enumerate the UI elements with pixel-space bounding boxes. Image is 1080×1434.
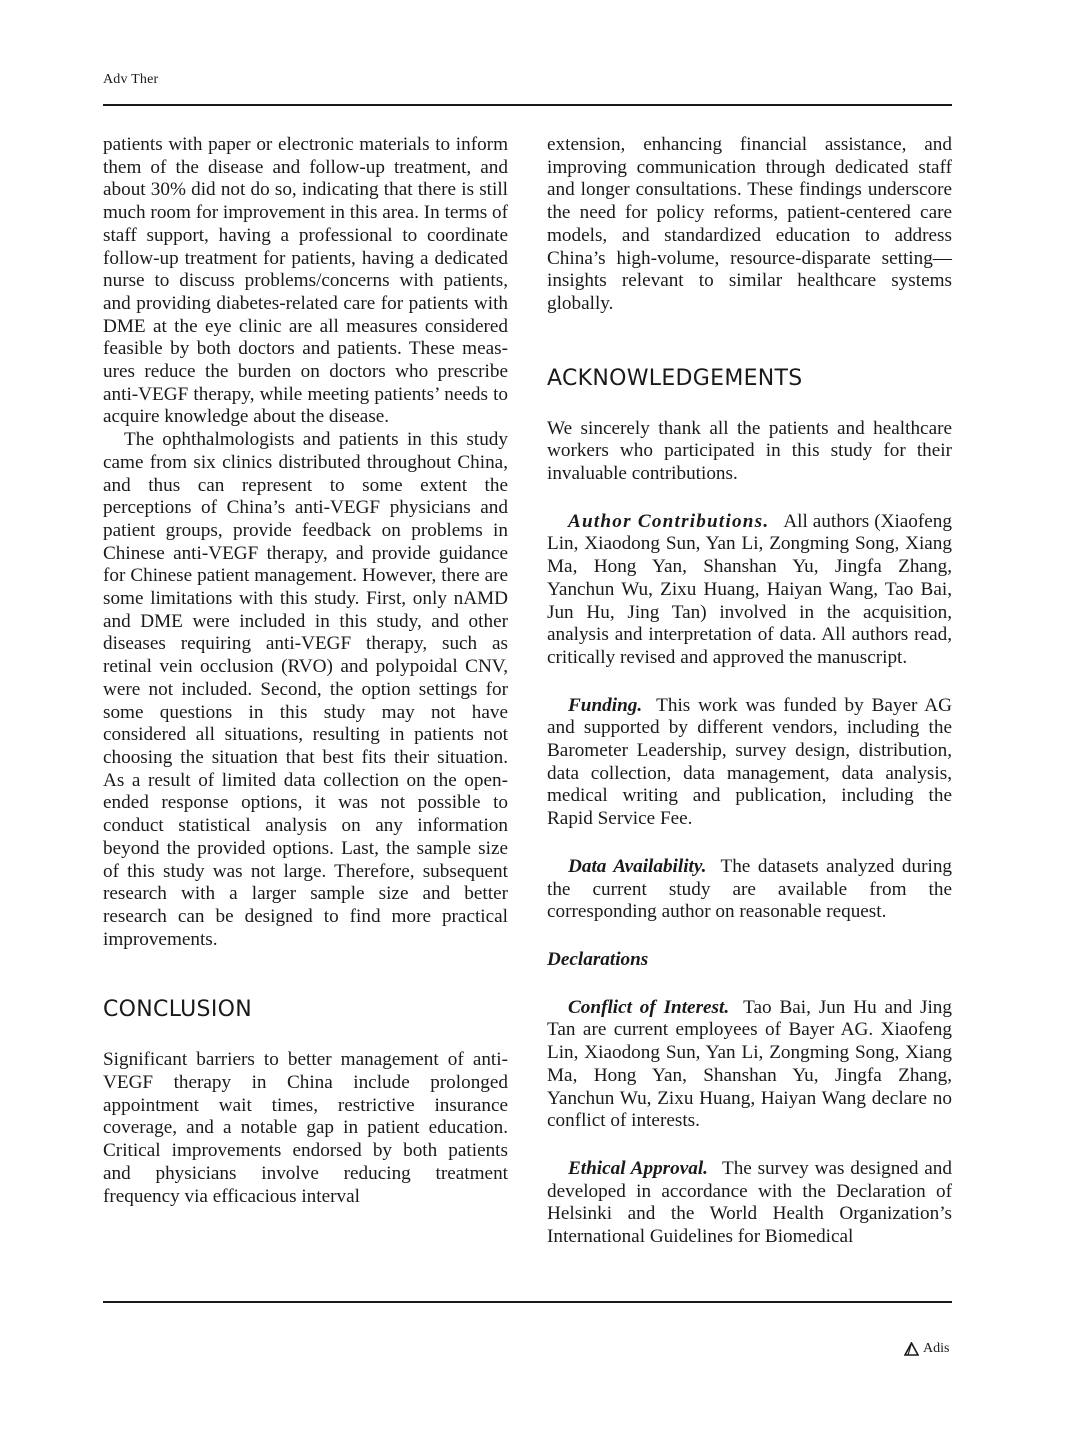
running-head: Adv Ther xyxy=(103,72,159,87)
ethical-approval-text: The survey was designed and developed in accordance with the Declaration of Helsinki and the World Health Organization’s International Guidelines for Biomedical xyxy=(547,1157,952,1248)
ethical-approval-paragraph xyxy=(547,1158,952,1249)
acknowledgements-paragraph: We sincerely thank all the patients and healthcare workers who participated in this study for their invaluable contributions. xyxy=(547,417,952,485)
acknowledgements-heading: ACKNOWLEDGEMENTS xyxy=(547,365,803,391)
data-availability-label: Data Availability. xyxy=(568,855,707,877)
declarations-heading: Declarations xyxy=(547,948,649,970)
left-column xyxy=(103,134,508,1208)
author-contributions-label: Author Contributions. xyxy=(568,510,770,532)
body-paragraph: patients with paper or electronic materials to inform them of the disease and follow-up treatment, and about 30% did not do so, indicating that there is still much room for improvement in this area. In terms of staff support, having a professional to coordinate follow-up treatment for patients, having a dedicated nurse to discuss problems/concerns with patients, and providing diabetes-related care for patients with DME at the eye clinic are all measures considered feasible by both doctors and patients. These measures reduce the burden on doctors who prescribe anti-VEGF therapy, while meeting patients’ needs to acquire knowledge about the disease. xyxy=(103,134,508,428)
conflict-of-interest-label: Conflict of Interest. xyxy=(568,996,730,1018)
header-rule xyxy=(103,104,952,106)
footer-rule xyxy=(103,1301,952,1303)
body-paragraph: The ophthalmologists and patients in this study came from six clinics distributed throughout China, and thus can represent to some extent the perceptions of China’s anti-VEGF physicians and patient groups, provide feedback on problems in Chinese anti-VEGF therapy, and provide guidance for Chinese patient management. However, there are some limitations with this study. First, only nAMD and DME were included in this study, and other diseases requiring anti-VEGF therapy, such as retinal vein occlusion (RVO) and polypoidal CNV, were not included. Second, the option settings for some questions in this study may not have considered all situations, resulting in patients not choosing the situation that best fits their situation. As a result of limited data collection on the open-ended response options, it was not possible to conduct statistical analysis on any information beyond the provided options. Last, the sample size of this study was not large. Therefore, subsequent research with a larger sample size and better research can be designed to find more practical improvements. xyxy=(103,429,508,950)
author-contributions-paragraph xyxy=(547,511,952,670)
body-paragraph: extension, enhancing financial assistance, and improving communication through dedicated staff and longer consultations. These findings underscore the need for policy reforms, patient-centered care models, and standardized education to address China’s high-volume, resource-disparate setting—insights relevant to similar healthcare systems globally. xyxy=(547,134,952,314)
funding-label: Funding. xyxy=(568,694,643,716)
data-availability-paragraph xyxy=(547,856,952,924)
data-availability-text: The datasets analyzed during the current study are available from the corresponding author on reasonable request. xyxy=(547,855,953,923)
adis-logo-text: Adis xyxy=(923,1341,950,1356)
conflict-of-interest-text: Tao Bai, Jun Hu and Jing Tan are current employees of Bayer AG. Xiaofeng Lin, Xiaodong Sun, Yan Li, Zongming Song, Xiang Ma, Hong Yan, Shanshan Yu, Jingfa Zhang, Yanchun Wu, Zixu Huang, Haiyan Wang declare no conflict of interests. xyxy=(547,996,952,1132)
right-column xyxy=(547,134,952,1249)
conflict-of-interest-paragraph xyxy=(547,997,952,1133)
adis-logo xyxy=(904,1341,949,1357)
ethical-approval-label: Ethical Approval. xyxy=(568,1157,708,1179)
conclusion-heading: CONCLUSION xyxy=(103,997,252,1023)
adis-delta-icon xyxy=(904,1342,919,1356)
author-contributions-text: All authors (Xiaofeng Lin, Xiaodong Sun, Yan Li, Zongming Song, Xiang Ma, Hong Yan, Shanshan Yu, Jingfa Zhang, Yanchun Wu, Zixu Huang, Haiyan Wang, Tao Bai, Jun Hu, Jing Tan) involved in the acquisition, analysis and interpretation of data. All authors read, critically revised and approved the manuscript. xyxy=(547,510,952,668)
funding-text: This work was funded by Bayer AG and supported by different vendors, including the Barometer Leadership, survey design, distribution, data collection, data management, data analysis, medical writing and publication, including the Rapid Service Fee. xyxy=(547,694,952,830)
conclusion-paragraph: Significant barriers to better management of anti-VEGF therapy in China include prolonged appointment wait times, restrictive insurance coverage, and a notable gap in patient education. Critical improvements endorsed by both patients and physicians involve reducing treatment frequency via efficacious interval xyxy=(103,1049,508,1207)
funding-paragraph xyxy=(547,695,952,831)
